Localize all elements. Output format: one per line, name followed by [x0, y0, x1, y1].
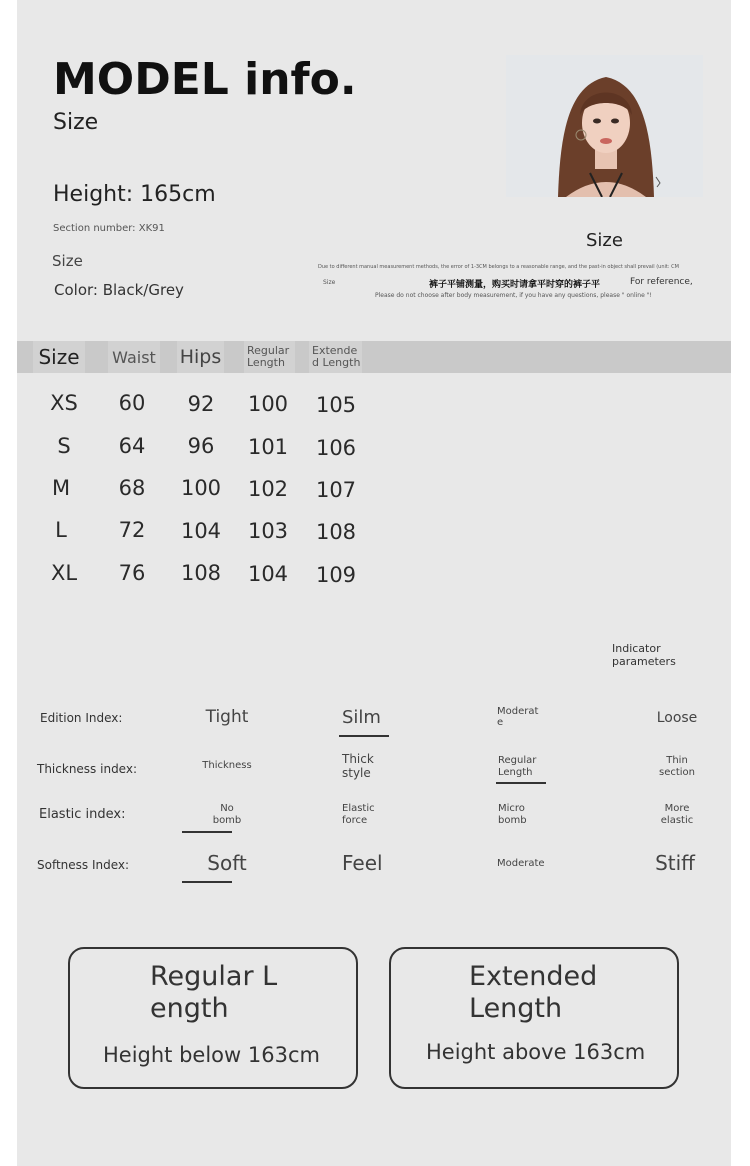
elastic-index-label: Elastic index:: [39, 807, 126, 822]
header-size: Size: [33, 341, 85, 373]
cell-hips: 108: [180, 561, 222, 585]
size-tag: Size: [323, 279, 336, 286]
edition-option-silm: Silm: [342, 707, 381, 728]
edition-selected-underline: [339, 735, 389, 737]
cell-extended: 109: [315, 563, 357, 587]
cell-regular: 102: [247, 477, 289, 501]
elastic-option-more-elastic: More elastic: [660, 803, 694, 826]
choose-note: Please do not choose after body measurement, if you have any questions, please " online "!: [375, 292, 652, 299]
cell-size: XL: [50, 561, 78, 585]
extended-length-title-line2: Length: [469, 993, 563, 1024]
regular-length-title-line1: Regular L: [150, 961, 278, 992]
softness-option-feel: Feel: [342, 851, 383, 875]
reference-note: For reference,: [630, 277, 693, 287]
model-photo: [506, 55, 703, 197]
cell-size: XS: [50, 391, 78, 415]
indicator-line1: Indicator: [612, 642, 661, 655]
thickness-option-thick-style: Thick style: [342, 752, 374, 780]
edition-option-loose: Loose: [656, 710, 698, 726]
regular-length-height: Height below 163cm: [103, 1043, 320, 1067]
elastic-option-no-bomb: No bomb: [212, 803, 242, 826]
indicator-parameters-label: [612, 642, 676, 668]
header-hips: Hips: [177, 341, 224, 373]
cell-extended: 105: [315, 393, 357, 417]
regular-length-title-line2: ength: [150, 993, 229, 1024]
header-regular-length: [244, 341, 295, 373]
softness-option-stiff: Stiff: [655, 851, 695, 875]
cell-regular: 100: [247, 392, 289, 416]
indicator-line2: parameters: [612, 655, 676, 668]
extended-length-title: [469, 961, 597, 1025]
size-subtitle: Size: [53, 110, 99, 135]
elastic-option-elastic-force: Elastic force: [342, 803, 375, 826]
cell-extended: 108: [315, 520, 357, 544]
cell-hips: 96: [187, 434, 215, 458]
cell-extended: 106: [315, 436, 357, 460]
cell-waist: 68: [118, 476, 146, 500]
cell-waist: 64: [118, 434, 146, 458]
cell-waist: 60: [118, 391, 146, 415]
thickness-selected-underline: [496, 782, 546, 784]
extended-length-height: Height above 163cm: [426, 1040, 646, 1064]
edition-option-moderate: Moderat e: [497, 706, 539, 728]
color-label: Color: Black/Grey: [54, 281, 184, 299]
cell-regular: 104: [247, 562, 289, 586]
size-label: Size: [52, 252, 83, 270]
extended-length-title-line1: Extended: [469, 961, 598, 992]
model-height: Height: 165cm: [53, 182, 216, 207]
regular-length-title: [150, 961, 277, 1025]
edition-option-tight: Tight: [205, 707, 249, 727]
softness-index-label: Softness Index:: [37, 858, 130, 872]
thickness-option-thin-section: Thin section: [658, 755, 695, 778]
header-regular-line1: Regular: [247, 344, 290, 357]
regular-length-box: [68, 947, 358, 1089]
header-extended-line1: Extende: [312, 344, 358, 357]
softness-selected-underline: [182, 881, 232, 883]
size-heading: Size: [586, 230, 623, 251]
elastic-selected-underline: [182, 831, 232, 833]
chinese-note: 裤子平铺测量，购买时请拿平时穿的裤子平: [429, 280, 601, 290]
cell-size: S: [57, 434, 71, 458]
extended-length-box: [389, 947, 679, 1089]
header-waist: Waist: [108, 341, 160, 373]
cell-waist: 76: [118, 561, 146, 585]
header-regular-line2: Length: [247, 356, 285, 369]
page-background: [17, 0, 731, 1166]
cell-hips: 104: [180, 519, 222, 543]
header-extended-length: [309, 341, 362, 373]
cell-size: L: [55, 518, 67, 542]
page-title: MODEL info.: [53, 54, 357, 105]
cell-regular: 103: [247, 519, 289, 543]
cell-waist: 72: [118, 518, 146, 542]
elastic-option-micro-bomb: Micro bomb: [498, 803, 527, 826]
header-extended-line2: d Length: [312, 356, 361, 369]
softness-option-moderate: Moderate: [497, 858, 545, 869]
cell-regular: 101: [247, 435, 289, 459]
thickness-option-thickness: Thickness: [202, 760, 252, 771]
section-number: Section number: XK91: [53, 223, 165, 234]
thickness-index-label: Thickness index:: [37, 762, 137, 776]
cell-hips: 92: [187, 392, 215, 416]
edition-index-label: Edition Index:: [40, 711, 123, 725]
cell-extended: 107: [315, 478, 357, 502]
cell-hips: 100: [180, 476, 222, 500]
model-portrait-image: [506, 55, 703, 197]
softness-option-soft: Soft: [207, 851, 247, 875]
measurement-note: Due to different manual measurement methods, the error of 1-3CM belongs to a reasonable range, and the past-in object shall prevail (unit: CM: [318, 264, 679, 270]
cell-size: M: [51, 476, 71, 500]
thickness-option-regular-length: Regular Length: [498, 755, 537, 778]
